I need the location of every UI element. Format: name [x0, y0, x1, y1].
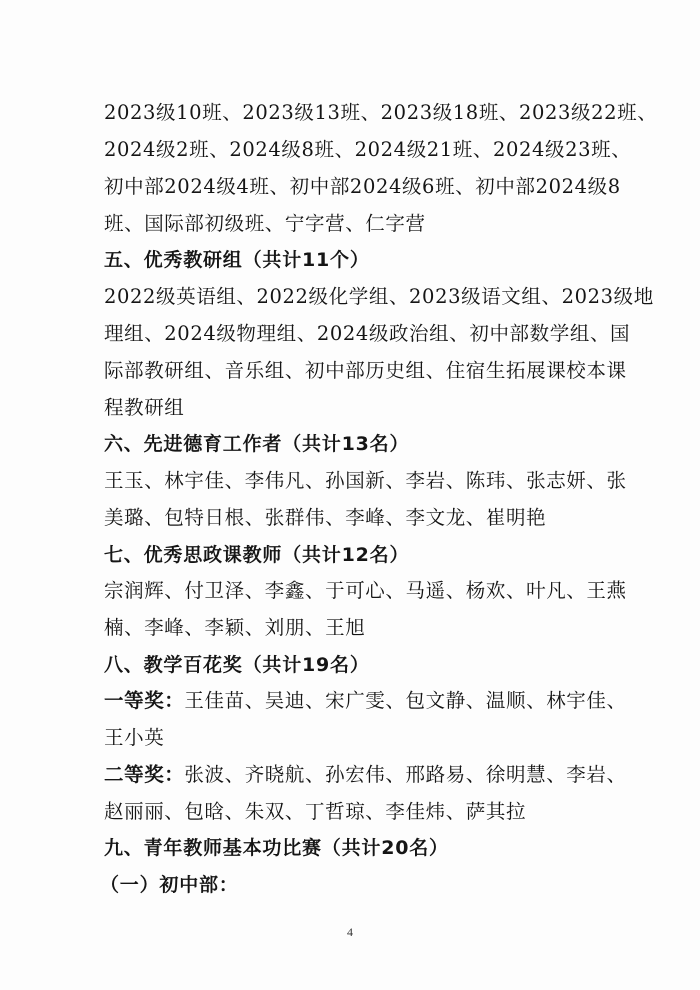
award-label-second: 二等奖： — [104, 763, 185, 786]
body-text-line: 赵丽丽、包晗、朱双、丁哲琼、李佳炜、萨其拉 — [104, 800, 527, 823]
body-text-line: 程教研组 — [104, 396, 185, 419]
section-heading: 九、青年教师基本功比赛（共计20名） — [104, 837, 449, 859]
body-text-line: 2023级10班、2023级13班、2023级18班、2023级22班、 — [104, 101, 658, 124]
award-line-second — [104, 762, 627, 788]
body-text-line: 宗润辉、付卫泽、李鑫、于可心、马遥、杨欢、叶凡、王燕 — [104, 579, 627, 602]
section-heading: 六、先进德育工作者（共计13名） — [104, 433, 410, 455]
section-heading: 七、优秀思政课教师（共计12名） — [104, 544, 410, 566]
award-line-first — [104, 688, 627, 714]
section-heading: 八、教学百花奖（共计19名） — [104, 654, 370, 676]
award-names: 王佳苗、吴迪、宋广雯、包文静、温顺、林宇佳、 — [184, 689, 627, 712]
body-text-line: 王玉、林宇佳、李伟凡、孙国新、李岩、陈玮、张志妍、张 — [104, 469, 627, 492]
body-text-line: 际部教研组、音乐组、初中部历史组、住宿生拓展课校本课 — [104, 359, 627, 382]
award-names: 张波、齐晓航、孙宏伟、邢路易、徐明慧、李岩、 — [184, 763, 627, 786]
page-number: 4 — [347, 925, 353, 939]
award-label-first: 一等奖： — [104, 689, 185, 712]
section-heading: 五、优秀教研组（共计11个） — [104, 249, 370, 271]
body-text-line: 理组、2024级物理组、2024级政治组、初中部数学组、国 — [104, 322, 631, 345]
body-text-line: 班、国际部初级班、宁字营、仁字营 — [104, 212, 426, 235]
body-text-line: 楠、李峰、李颖、刘朋、王旭 — [104, 616, 366, 639]
body-text-line: 美璐、包特日根、张群伟、李峰、李文龙、崔明艳 — [104, 506, 547, 529]
body-text-line: 初中部2024级4班、初中部2024级6班、初中部2024级8 — [104, 175, 621, 198]
body-text-line: 2022级英语组、2022级化学组、2023级语文组、2023级地 — [104, 285, 654, 308]
body-text-line: 2024级2班、2024级8班、2024级21班、2024级23班、 — [104, 138, 632, 161]
sub-heading: （一）初中部： — [100, 874, 239, 896]
body-text-line: 王小英 — [104, 726, 165, 749]
